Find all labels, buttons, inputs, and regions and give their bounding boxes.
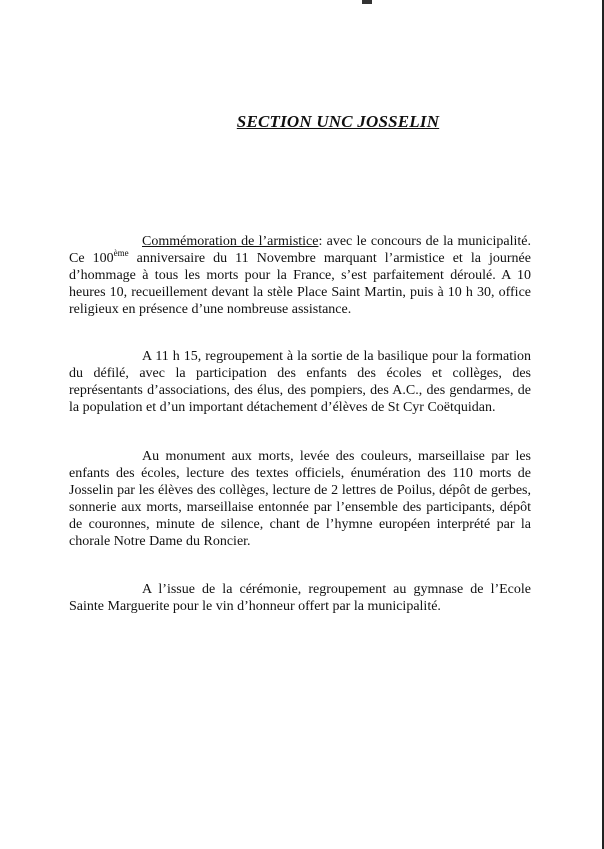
paragraph-monument — [69, 448, 531, 550]
section-heading: Commémoration de l’armistice — [142, 234, 319, 249]
superscript: ème — [113, 248, 129, 258]
paragraph-text: A l’issue de la cérémonie, regroupement au gymnase de l’Ecole Sainte Marguerite pour le vin d’honneur offert par la municipalité. — [69, 582, 531, 614]
paragraph-text: A 11 h 15, regroupement à la sortie de la basilique pour la formation du défilé, avec la participation des enfants des écoles et collèges, des représentants d’associations, des élus, des pompiers, des A.C., des gendarmes, de la population et d’un important détachement d’élèves de St Cyr Coëtquidan. — [69, 349, 531, 415]
paragraph-commemoration — [69, 233, 531, 318]
paragraph-vin-honneur — [69, 581, 531, 615]
paragraph-text: anniversaire du 11 Novembre marquant l’armistice et la journée d’hommage à tous les morts pour la France, s’est parfaitement déroulé. A 10 heures 10, recueillement devant la stèle Place Saint Martin, puis à 10 h 30, office religieux en présence d’une nombreuse assistance. — [69, 251, 531, 317]
scan-mark — [362, 0, 372, 4]
paragraph-text: Au monument aux morts, levée des couleurs, marseillaise par les enfants des écoles, lecture des textes officiels, énumération des 110 morts de Josselin par les élèves des collèges, lecture de 2 lettres de Poilus, dépôt de gerbes, sonnerie aux morts, marseillaise entonnée par l’ensemble des participants, dépôt de couronnes, minute de silence, chant de l’hymne européen interprété par la chorale Notre Dame du Roncier. — [69, 449, 531, 549]
paragraph-lead-text: : avec le concours de la municipalité. — [318, 234, 531, 249]
paragraph-defile — [69, 348, 531, 416]
paragraph-text: Ce 100 — [69, 251, 114, 266]
document-title: SECTION UNC JOSSELIN — [236, 112, 440, 131]
